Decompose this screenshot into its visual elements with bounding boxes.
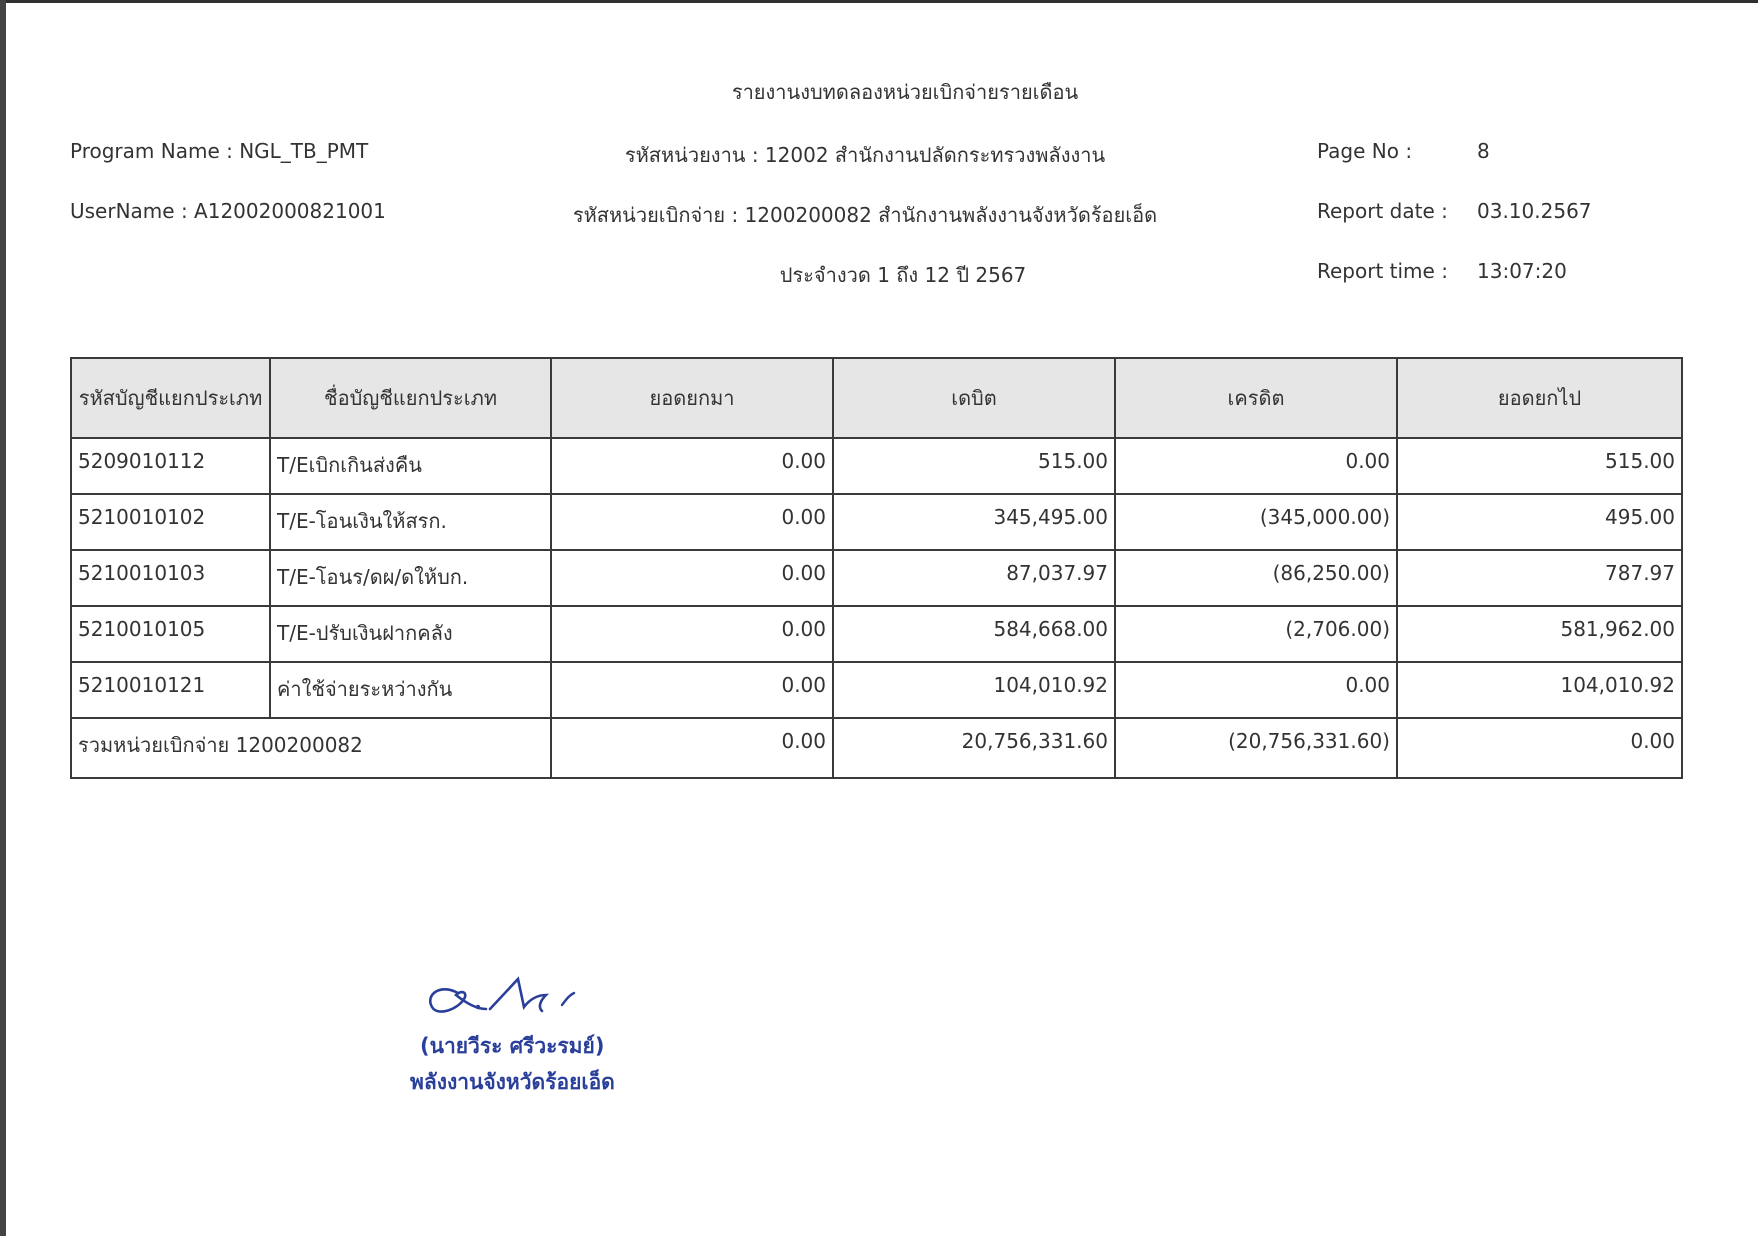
scan-left-edge (0, 0, 6, 1236)
col-header-account-name: ชื่อบัญชีแยกประเภท (270, 358, 551, 438)
account-name-cell: T/E-โอนเงินให้สรก. (270, 494, 551, 550)
col-header-carried-forward: ยอดยกไป (1397, 358, 1682, 438)
report-title: รายงานงบทดลองหน่วยเบิกจ่ายรายเดือน (731, 80, 1079, 104)
col-header-credit: เครดิต (1115, 358, 1397, 438)
page-no-value: 8 (1477, 139, 1490, 163)
report-time-value: 13:07:20 (1477, 259, 1567, 283)
report-time-label: Report time : (1317, 259, 1448, 283)
account-name-cell: ค่าใช้จ่ายระหว่างกัน (270, 662, 551, 718)
brought-forward-cell: 0.00 (551, 494, 833, 550)
total-carried-forward-cell: 0.00 (1397, 718, 1682, 778)
brought-forward-cell: 0.00 (551, 550, 833, 606)
col-header-account-code: รหัสบัญชีแยกประเภท (71, 358, 270, 438)
col-header-brought-forward: ยอดยกมา (551, 358, 833, 438)
program-name: Program Name : NGL_TB_PMT (70, 139, 369, 163)
carried-forward-cell: 495.00 (1397, 494, 1682, 550)
credit-cell: (86,250.00) (1115, 550, 1397, 606)
account-code-cell: 5210010121 (71, 662, 270, 718)
account-code-cell: 5210010105 (71, 606, 270, 662)
trial-balance-table (70, 357, 1683, 779)
debit-cell: 345,495.00 (833, 494, 1115, 550)
table-row (71, 550, 1682, 606)
total-credit-cell: (20,756,331.60) (1115, 718, 1397, 778)
carried-forward-cell: 104,010.92 (1397, 662, 1682, 718)
carried-forward-cell: 515.00 (1397, 438, 1682, 494)
brought-forward-cell: 0.00 (551, 662, 833, 718)
total-brought-forward-cell: 0.00 (551, 718, 833, 778)
account-code-cell: 5210010102 (71, 494, 270, 550)
table-row (71, 438, 1682, 494)
total-row (71, 718, 1682, 778)
carried-forward-cell: 787.97 (1397, 550, 1682, 606)
debit-cell: 515.00 (833, 438, 1115, 494)
report-date-value: 03.10.2567 (1477, 199, 1592, 223)
page-no-label: Page No : (1317, 139, 1413, 163)
total-label-cell: รวมหน่วยเบิกจ่าย 1200200082 (71, 718, 551, 778)
table-row (71, 662, 1682, 718)
signer-title: พลังงานจังหวัดร้อยเอ็ด (410, 1070, 615, 1094)
table-row (71, 606, 1682, 662)
user-name: UserName : A12002000821001 (70, 199, 386, 223)
account-code-cell: 5209010112 (71, 438, 270, 494)
report-period: ประจำงวด 1 ถึง 12 ปี 2567 (779, 263, 1027, 287)
scan-top-edge (0, 0, 1758, 3)
account-name-cell: T/E-โอนร/ดผ/ดให้บก. (270, 550, 551, 606)
credit-cell: 0.00 (1115, 438, 1397, 494)
account-name-cell: T/E-ปรับเงินฝากคลัง (270, 606, 551, 662)
debit-cell: 104,010.92 (833, 662, 1115, 718)
carried-forward-cell: 581,962.00 (1397, 606, 1682, 662)
col-header-debit: เดบิต (833, 358, 1115, 438)
report-date-label: Report date : (1317, 199, 1448, 223)
debit-cell: 87,037.97 (833, 550, 1115, 606)
signer-name: (นายวีระ ศรีวะรมย์) (420, 1034, 605, 1058)
table-row (71, 494, 1682, 550)
agency-code: รหัสหน่วยงาน : 12002 สำนักงานปลัดกระทรวงพลังงาน (624, 143, 1106, 167)
account-code-cell: 5210010103 (71, 550, 270, 606)
total-debit-cell: 20,756,331.60 (833, 718, 1115, 778)
credit-cell: 0.00 (1115, 662, 1397, 718)
credit-cell: (345,000.00) (1115, 494, 1397, 550)
disbursement-unit: รหัสหน่วยเบิกจ่าย : 1200200082 สำนักงานพลังงานจังหวัดร้อยเอ็ด (572, 203, 1158, 227)
account-name-cell: T/Eเบิกเกินส่งคืน (270, 438, 551, 494)
handwritten-signature (420, 965, 620, 1025)
brought-forward-cell: 0.00 (551, 438, 833, 494)
brought-forward-cell: 0.00 (551, 606, 833, 662)
debit-cell: 584,668.00 (833, 606, 1115, 662)
credit-cell: (2,706.00) (1115, 606, 1397, 662)
table-header-row (71, 358, 1682, 438)
